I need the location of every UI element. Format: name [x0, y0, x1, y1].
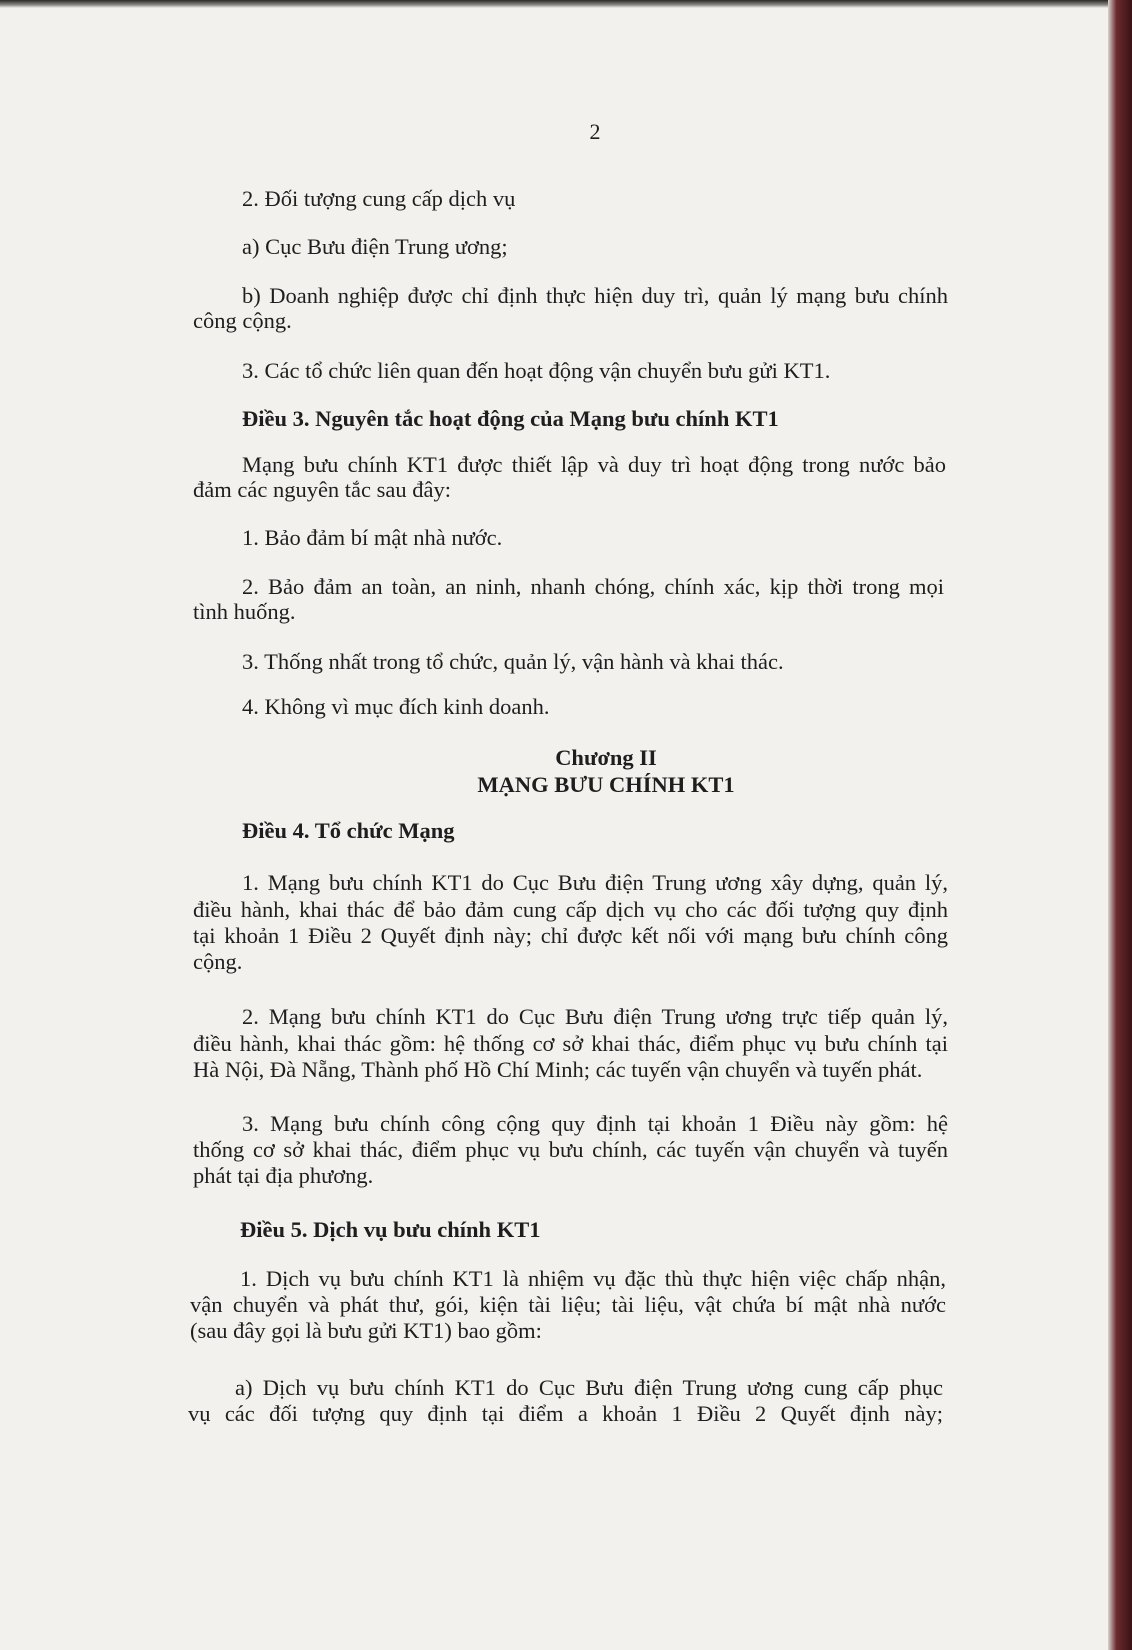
photo-edge-top [0, 0, 1132, 8]
text-line: phát tại địa phương. [193, 1163, 374, 1188]
text-line: 3. Mạng bưu chính công cộng quy định tại khoản 1 Điều này gồm: hệ [242, 1111, 948, 1136]
text-line: a) Dịch vụ bưu chính KT1 do Cục Bưu điện Trung ương cung cấp phục [235, 1375, 943, 1400]
text-line: 2. Đối tượng cung cấp dịch vụ [242, 186, 516, 211]
text-line: tại khoản 1 Điều 2 Quyết định này; chỉ được kết nối với mạng bưu chính công [193, 923, 948, 948]
text-line: 1. Bảo đảm bí mật nhà nước. [242, 525, 503, 550]
text-line: 2. Bảo đảm an toàn, an ninh, nhanh chóng, chính xác, kịp thời trong mọi [242, 574, 944, 599]
text-line: đảm các nguyên tắc sau đây: [193, 477, 452, 502]
text-line: cộng. [193, 949, 243, 974]
text-line: 3. Thống nhất trong tổ chức, quản lý, vận hành và khai thác. [242, 649, 784, 674]
text-line: a) Cục Bưu điện Trung ương; [242, 234, 508, 259]
text-line: điều hành, khai thác để bảo đảm cung cấp dịch vụ cho các đối tượng quy định [193, 897, 948, 922]
page-number: 2 [589, 119, 601, 144]
text-line: vụ các đối tượng quy định tại điểm a khoản 1 Điều 2 Quyết định này; [188, 1401, 943, 1426]
text-line: Hà Nội, Đà Nẵng, Thành phố Hồ Chí Minh; các tuyến vận chuyển và tuyến phát. [193, 1057, 923, 1082]
text-line: b) Doanh nghiệp được chỉ định thực hiện duy trì, quản lý mạng bưu chính [242, 283, 948, 308]
text-line: (sau đây gọi là bưu gửi KT1) bao gồm: [190, 1318, 542, 1343]
text-line: thống cơ sở khai thác, điểm phục vụ bưu chính, các tuyến vận chuyển và tuyến [193, 1137, 948, 1162]
text-line: tình huống. [193, 599, 296, 624]
text-line: Mạng bưu chính KT1 được thiết lập và duy trì hoạt động trong nước bảo [242, 452, 946, 477]
text-line: vận chuyển và phát thư, gói, kiện tài liệu; tài liệu, vật chứa bí mật nhà nước [190, 1292, 946, 1317]
article-heading: Điều 4. Tổ chức Mạng [242, 818, 455, 843]
text-line: công cộng. [193, 308, 292, 333]
text-line: 4. Không vì mục đích kinh doanh. [242, 694, 550, 719]
chapter-number: Chương II [555, 745, 657, 770]
text-line: 2. Mạng bưu chính KT1 do Cục Bưu điện Trung ương trực tiếp quản lý, [242, 1004, 948, 1029]
text-line: 3. Các tổ chức liên quan đến hoạt động vận chuyển bưu gửi KT1. [242, 358, 831, 383]
article-heading: Điều 5. Dịch vụ bưu chính KT1 [240, 1217, 541, 1242]
text-line: điều hành, khai thác gồm: hệ thống cơ sở khai thác, điểm phục vụ bưu chính tại [193, 1031, 948, 1056]
text-line: 1. Mạng bưu chính KT1 do Cục Bưu điện Trung ương xây dựng, quản lý, [242, 870, 948, 895]
photo-edge-right [1108, 0, 1132, 1650]
chapter-title: MẠNG BƯU CHÍNH KT1 [477, 772, 735, 797]
article-heading: Điều 3. Nguyên tắc hoạt động của Mạng bưu chính KT1 [242, 406, 779, 431]
text-line: 1. Dịch vụ bưu chính KT1 là nhiệm vụ đặc thù thực hiện việc chấp nhận, [240, 1266, 946, 1291]
